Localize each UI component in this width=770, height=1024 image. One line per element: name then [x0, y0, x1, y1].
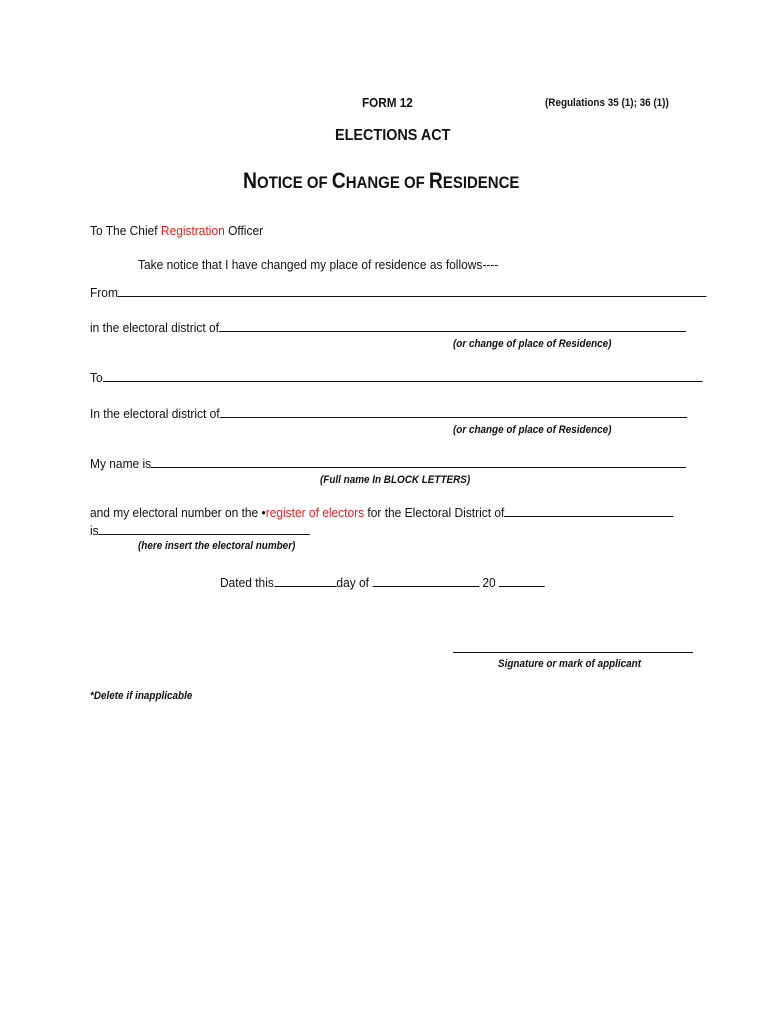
is-label: is [90, 523, 99, 538]
dated-day-blank[interactable] [274, 575, 337, 587]
name-note: (Full name In BLOCK LETTERS) [320, 474, 471, 486]
electoral-highlight: register of electors [265, 505, 365, 520]
to-blank[interactable] [103, 370, 703, 382]
regulations-reference: (Regulations 35 (1); 36 (1)) [545, 97, 669, 109]
dated-month-blank[interactable] [372, 575, 479, 587]
form-title [243, 168, 519, 194]
to-row [90, 370, 702, 385]
footnote: *Delete if inapplicable [90, 690, 193, 702]
number-note: (here insert the electoral number) [138, 540, 296, 552]
to-note: (or change of place of Residence) [453, 424, 612, 436]
signature-line[interactable] [453, 652, 693, 653]
electoral-prefix: and my electoral number on the • [90, 505, 266, 520]
from-district-label: in the electoral district of [90, 320, 219, 335]
is-row [90, 523, 310, 538]
dated-this-label: Dated this [220, 575, 274, 590]
from-label: From [90, 285, 118, 300]
name-blank[interactable] [151, 456, 686, 468]
title-part-hange-of: HANGE OF [345, 173, 429, 192]
electoral-row [90, 505, 674, 520]
intro-text: Take notice that I have changed my place of residence as follows---- [138, 257, 499, 272]
to-district-blank[interactable] [220, 406, 687, 418]
to-district-label: In the electoral district of [90, 406, 220, 421]
from-district-blank[interactable] [219, 320, 686, 332]
day-of-label: day of [336, 575, 373, 590]
dated-row [220, 575, 545, 590]
electoral-number-blank[interactable] [99, 523, 311, 535]
addressee-prefix: To The Chief [90, 223, 161, 238]
addressee-line [90, 223, 263, 238]
addressee-highlight: Registration [160, 223, 225, 238]
to-district-row [90, 406, 687, 421]
title-letter-c: C [331, 168, 346, 193]
dated-year-blank[interactable] [499, 575, 545, 587]
title-part-esidence: ESIDENCE [442, 173, 520, 192]
title-letter-n: N [243, 168, 257, 193]
from-district-row [90, 320, 686, 335]
electoral-district-blank[interactable] [504, 505, 673, 517]
from-note: (or change of place of Residence) [453, 338, 612, 350]
name-row [90, 456, 687, 471]
to-label: To [90, 370, 103, 385]
year-prefix: 20 [479, 575, 500, 590]
from-blank[interactable] [118, 285, 707, 297]
title-part-otice-of: OTICE OF [256, 173, 332, 192]
addressee-suffix: Officer [224, 223, 264, 238]
form-number: FORM 12 [362, 95, 413, 110]
electoral-suffix: for the Electoral District of [364, 505, 505, 520]
from-row [90, 285, 707, 300]
act-title: ELECTIONS ACT [335, 127, 451, 144]
signature-label: Signature or mark of applicant [498, 658, 642, 670]
title-letter-r: R [428, 168, 443, 193]
name-label: My name is [90, 456, 152, 471]
